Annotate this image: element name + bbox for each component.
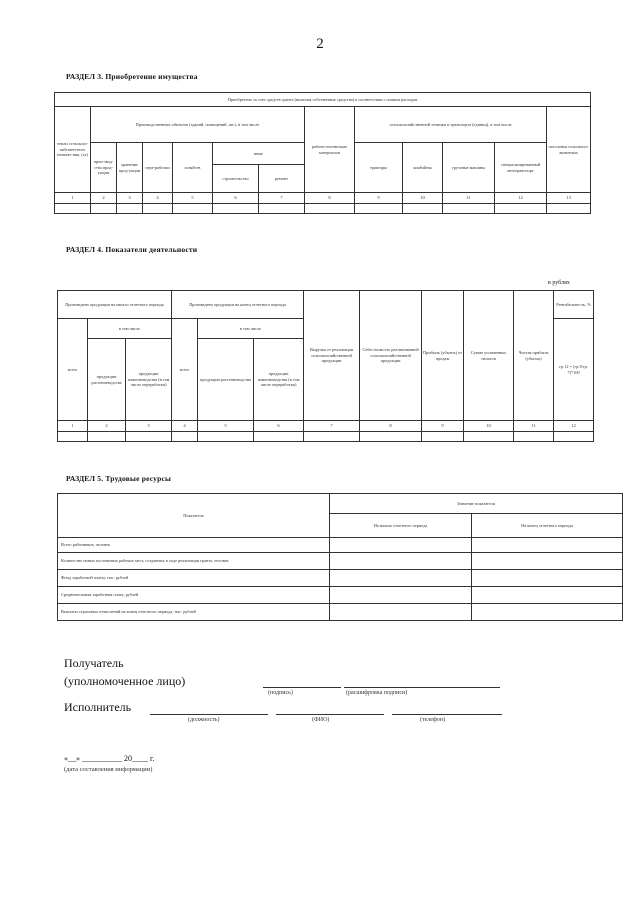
section5-row-label: Среднемесячная заработная плата, рублей: [58, 587, 330, 604]
decode-caption: (расшифровка подписи): [346, 690, 408, 696]
section4-data-cell[interactable]: [58, 432, 88, 442]
section4-data-cell[interactable]: [88, 432, 126, 442]
section3-data-cell[interactable]: [305, 204, 355, 214]
section3-num: 2: [91, 193, 117, 204]
section4-data-cell[interactable]: [464, 432, 514, 442]
section5-h-value: Значение показателя: [330, 494, 623, 514]
section3-col-tech: сельскохозяйственной техники и транспорта (единиц), в том числе: [355, 107, 547, 143]
section4-num: 12: [554, 421, 594, 432]
section4-num: 8: [360, 421, 422, 432]
section4-data-cell[interactable]: [360, 432, 422, 442]
section4-h-p4: продукции животноводства (в том числе переработки): [254, 339, 304, 421]
section5-title: РАЗДЕЛ 5. Трудовые ресурсы: [66, 474, 172, 483]
section5-h-indicator: Показатель: [58, 494, 330, 538]
section4-h-p2: продукции животноводства (в том числе переработки): [126, 339, 172, 421]
section3-num: 10: [403, 193, 443, 204]
section3-col-t2: комбайны: [403, 143, 443, 193]
section3-col-buildings: Производственных объектов (зданий, помещений, шт.), в том числе: [91, 107, 305, 143]
section3-data-cell[interactable]: [547, 204, 591, 214]
section4-num: 5: [198, 421, 254, 432]
section3-col-t3: грузовые машины: [443, 143, 495, 193]
section5-row-label: Фонд заработной платы, тыс. рублей: [58, 570, 330, 587]
section4-num: 4: [172, 421, 198, 432]
section3-data-cell[interactable]: [443, 204, 495, 214]
section4-h-net: Чистая прибыль (убыток): [514, 291, 554, 421]
section3-num: 3: [117, 193, 143, 204]
section3-data-cell[interactable]: [259, 204, 305, 214]
decode-line[interactable]: [344, 687, 500, 688]
section3-data-cell[interactable]: [55, 204, 91, 214]
section3-col-sub1: строительство: [213, 165, 259, 193]
section4-data-cell[interactable]: [304, 432, 360, 442]
section5-h-start: На начало отчетного периода: [330, 514, 472, 538]
section3-col-fuel: рабочи-охотничьих материалов: [305, 107, 355, 193]
section3-col-t1: тракторы: [355, 143, 403, 193]
section4-data-cell[interactable]: [514, 432, 554, 442]
signature-line[interactable]: [263, 687, 341, 688]
section3-col-sub2: ремонт: [259, 165, 305, 193]
page-number: 2: [316, 36, 324, 52]
section5-data-cell[interactable]: [330, 604, 472, 621]
section5-data-cell[interactable]: [330, 587, 472, 604]
section5-data-cell[interactable]: [330, 538, 472, 553]
section5-data-cell[interactable]: [472, 553, 623, 570]
section4-h-prev: Произведено продукции на начало отчетного периода: [58, 291, 172, 319]
section4-h-profit: Прибыль (убыток) от продаж: [422, 291, 464, 421]
section4-h-curr: Произведено продукции на конец отчетного периода: [172, 291, 304, 319]
section4-h-incl-2: в том числе: [198, 319, 304, 339]
section4-num: 10: [464, 421, 514, 432]
section3-data-cell[interactable]: [91, 204, 117, 214]
section3-data-cell[interactable]: [143, 204, 173, 214]
position-line[interactable]: [150, 714, 268, 715]
section4-h-p1: продукции растениеводства: [88, 339, 126, 421]
section3-num: 12: [495, 193, 547, 204]
section3-num: 1: [55, 193, 91, 204]
section4-num: 11: [514, 421, 554, 432]
section5-h-end: На конец отчетного периода: [472, 514, 623, 538]
section3-data-cell[interactable]: [213, 204, 259, 214]
section4-h-all-2: всего: [172, 319, 198, 421]
section3-data-cell[interactable]: [355, 204, 403, 214]
section3-col-b2: хранение прод-укции: [117, 143, 143, 193]
section3-title: РАЗДЕЛ 3. Приобретение имущества: [66, 72, 198, 81]
section3-data-cell[interactable]: [403, 204, 443, 214]
section4-table: [57, 290, 594, 442]
section4-num: 2: [88, 421, 126, 432]
section3-col-last: поголовья сельскохоз. животных: [547, 107, 591, 193]
section4-data-cell[interactable]: [126, 432, 172, 442]
section3-num: 4: [143, 193, 173, 204]
authorized-label: (уполномоченное лицо): [64, 674, 186, 688]
section4-h-p3: продукции растениеводства: [198, 339, 254, 421]
section4-h-cost: Себестоимость реализованной сельскохозяйственной продукции: [360, 291, 422, 421]
section4-num: 7: [304, 421, 360, 432]
section3-col-b4: хозяйств: [173, 143, 213, 193]
phone-caption: (телефон): [420, 717, 446, 723]
position-caption: (должность): [188, 717, 220, 723]
signature-caption: (подпись): [268, 690, 293, 696]
section4-num: 1: [58, 421, 88, 432]
section5-data-cell[interactable]: [330, 570, 472, 587]
section3-data-cell[interactable]: [173, 204, 213, 214]
section3-num: 7: [259, 193, 305, 204]
fio-caption: (ФИО): [312, 717, 330, 723]
section5-data-cell[interactable]: [472, 604, 623, 621]
section4-h-formula: гр.12 = (гр.9/гр. 7)*100: [554, 319, 594, 421]
section5-row-label: Выплаты страховых отчислений на конец отчетного периода, тыс. рублей: [58, 604, 330, 621]
section4-h-incl: в том числе: [88, 319, 172, 339]
section5-data-cell[interactable]: [330, 553, 472, 570]
section3-col-b3: пере-работки: [143, 143, 173, 193]
section3-data-cell[interactable]: [495, 204, 547, 214]
date-caption: (дата составления информации): [64, 766, 153, 773]
section3-table: [54, 92, 591, 214]
executor-label: Исполнитель: [64, 700, 132, 714]
phone-line[interactable]: [392, 714, 502, 715]
section5-row-label: Всего работников, человек: [58, 538, 330, 553]
section3-num: 8: [305, 193, 355, 204]
date-line[interactable]: «__» __________ 20____ г.: [64, 754, 155, 763]
section3-num: 13: [547, 193, 591, 204]
section4-data-cell[interactable]: [554, 432, 594, 442]
section3-col-b1: прои-звод-ства прод-укции: [91, 143, 117, 193]
section3-data-cell[interactable]: [117, 204, 143, 214]
recipient-label: Получатель: [64, 656, 124, 670]
section3-col-land: земли сельскохо-зяйствен-ного назначе-ния, (га): [55, 107, 91, 193]
section3-num: 5: [173, 193, 213, 204]
section4-unit: в рублях: [548, 280, 570, 286]
section4-h-rent: Рентабельность, %: [554, 291, 594, 319]
section4-h-rev: Выручка от реализации сельскохозяйственной продукции: [304, 291, 360, 421]
section3-num: 6: [213, 193, 259, 204]
section3-header-main: Приобретено за счет средств гранта (включая собственные средства) в соответствии с планом расходов: [55, 93, 591, 107]
section3-col-other: иные: [213, 143, 305, 165]
section4-num: 3: [126, 421, 172, 432]
fio-line[interactable]: [276, 714, 384, 715]
section5-data-cell[interactable]: [472, 570, 623, 587]
section4-h-tax: Сумма уплаченных налогов: [464, 291, 514, 421]
section4-data-cell[interactable]: [422, 432, 464, 442]
section5-data-cell[interactable]: [472, 587, 623, 604]
section3-num: 9: [355, 193, 403, 204]
section4-h-all: всего: [58, 319, 88, 421]
section5-data-cell[interactable]: [472, 538, 623, 553]
section4-num: 9: [422, 421, 464, 432]
section4-num: 6: [254, 421, 304, 432]
section3-col-t4: специализированный автотранспорт: [495, 143, 547, 193]
section5-row-label: Количество новых постоянных рабочих мест, созданных в ходе реализации гранта, человек: [58, 553, 330, 570]
section3-num: 11: [443, 193, 495, 204]
section4-data-cell[interactable]: [198, 432, 254, 442]
section4-title: РАЗДЕЛ 4. Показатели деятельности: [66, 245, 198, 254]
section4-data-cell[interactable]: [172, 432, 198, 442]
section5-table: [57, 493, 623, 621]
section4-data-cell[interactable]: [254, 432, 304, 442]
